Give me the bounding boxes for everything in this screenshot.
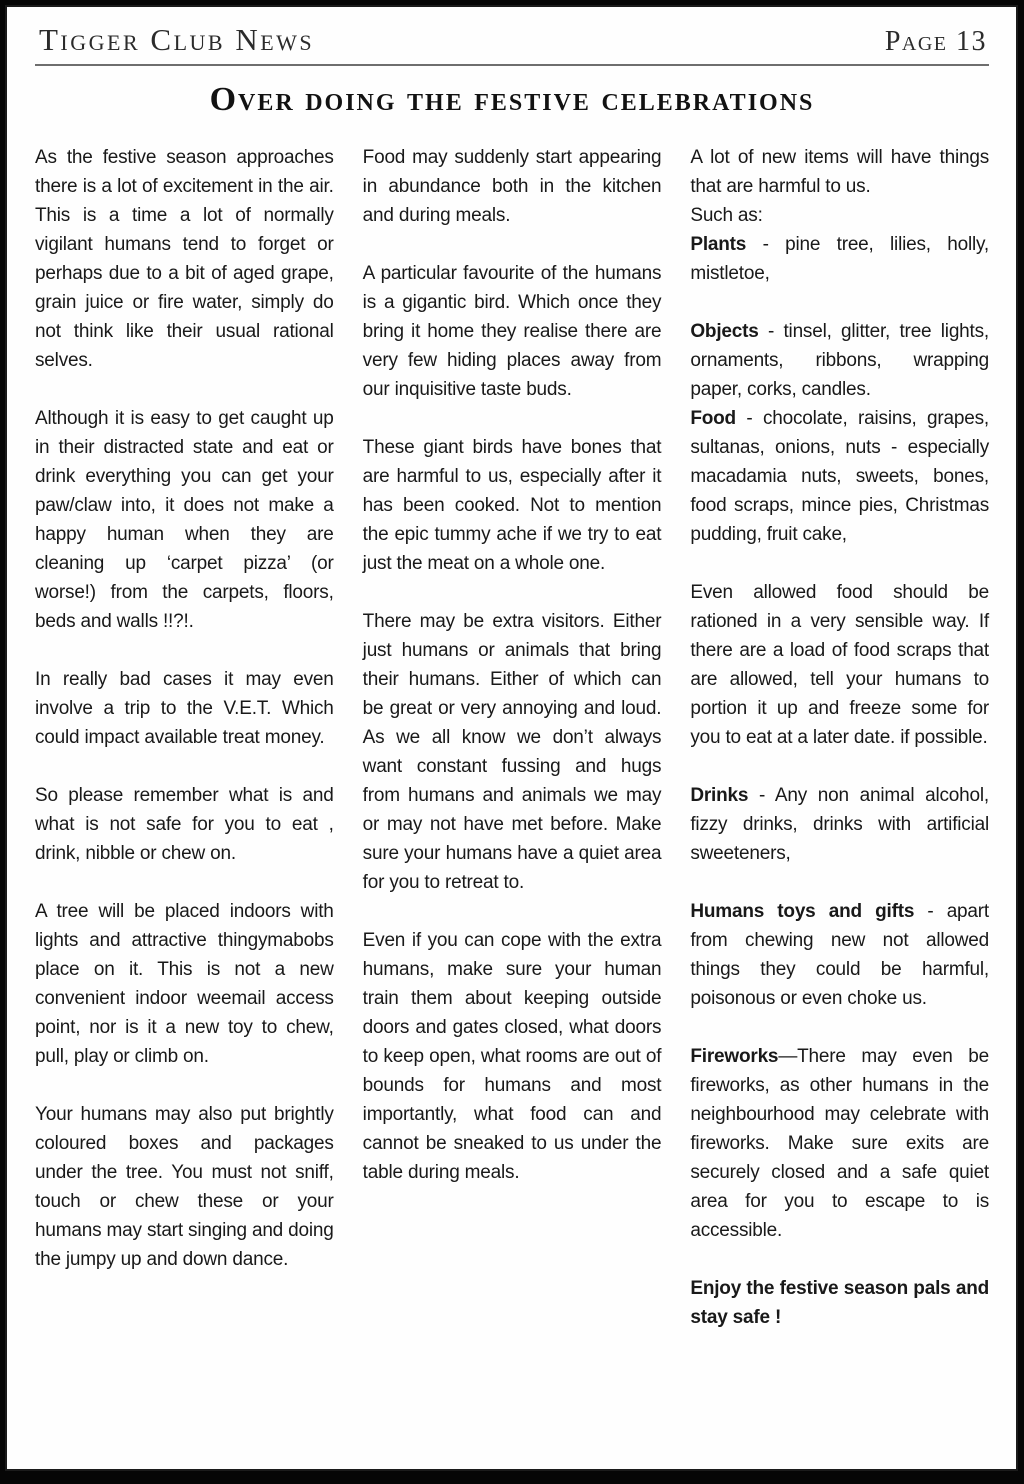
text-column	[363, 143, 662, 1332]
text-run: A particular favourite of the humans is a gigantic bird. Which once they bring it home they realise there are very few hiding places away from our inquisitive taste buds.	[362, 262, 662, 400]
paragraph	[35, 404, 334, 636]
paragraph	[35, 781, 334, 868]
bold-term: Enjoy the festive season pals and stay safe !	[690, 1277, 990, 1328]
newsletter-page	[5, 5, 1018, 1471]
text-run: - apart from chewing new not allowed things they could be harmful, poisonous or even choke us.	[690, 900, 990, 1009]
paragraph	[35, 665, 334, 752]
text-run: A lot of new items will have things that are harmful to us.	[690, 146, 990, 197]
text-column	[690, 143, 989, 1332]
header-divider	[35, 64, 989, 66]
text-run: - tinsel, glitter, tree lights, ornaments, ribbons, wrapping paper, corks, candles.	[690, 320, 990, 400]
paragraph	[363, 143, 662, 230]
text-run: - pine tree, lilies, holly, mistletoe,	[690, 233, 990, 284]
text-run: Such as:	[690, 204, 763, 226]
paragraph	[35, 143, 334, 375]
newsletter-title: Tigger Club News	[39, 22, 315, 57]
text-run: Food may suddenly start appearing in abundance both in the kitchen and during meals.	[362, 146, 662, 226]
text-run: In really bad cases it may even involve a trip to the V.E.T. Which could impact available treat money.	[35, 668, 334, 748]
text-run: There may be extra visitors. Either just humans or animals that bring their humans. Either of which can be great or very annoying and loud. As we all know we don’t always want constant fussing and hugs from humans and animals we may or may not have met before. Make sure your humans have a quiet area for you to retreat to.	[362, 610, 662, 893]
article-title: Over doing the festive celebrations	[209, 80, 815, 118]
text-run: - chocolate, raisins, grapes, sultanas, onions, nuts - especially macadamia nuts, sweets, bones, food scraps, mince pies, Christmas pudding, fruit cake,	[690, 407, 990, 545]
paragraph	[690, 143, 989, 288]
paragraph	[35, 897, 334, 1071]
text-run: Although it is easy to get caught up in their distracted state and eat or drink everything you can get your paw/claw into, it does not make a happy human when they are cleaning up ‘carpet pizza’ (or worse!) from the carpets, floors, beds and walls !!?!.	[35, 407, 334, 632]
bold-term: Plants	[690, 233, 747, 255]
paragraph	[363, 607, 662, 897]
page-header	[35, 17, 989, 58]
bold-term: Objects	[690, 320, 759, 342]
paragraph	[35, 1100, 334, 1274]
paragraph	[690, 781, 989, 868]
paragraph	[363, 926, 662, 1187]
bold-term: Food	[690, 407, 736, 429]
paragraph	[690, 1274, 989, 1332]
paragraph	[363, 433, 662, 578]
text-run: Your humans may also put brightly coloured boxes and packages under the tree. You must not sniff, touch or chew these or your humans may start singing and doing the jumpy up and down dance.	[35, 1103, 334, 1270]
text-run: —There may even be fireworks, as other humans in the neighbourhood may celebrate with fireworks. Make sure exits are securely closed and a safe quiet area for you to escape to is accessible.	[690, 1045, 990, 1241]
paragraph	[690, 317, 989, 549]
text-run: As the festive season approaches there is a lot of excitement in the air. This is a time a lot of normally vigilant humans tend to forget or perhaps due to a bit of aged grape, grain juice or fire water, simply do not think like their usual rational selves.	[35, 146, 334, 371]
paragraph	[690, 897, 989, 1013]
paragraph	[690, 578, 989, 752]
text-run: Even allowed food should be rationed in a very sensible way. If there are a load of food scraps that are allowed, tell your humans to portion it up and freeze some for you to eat at a later date. if possible.	[690, 581, 990, 748]
paragraph	[363, 259, 662, 404]
text-run: A tree will be placed indoors with lights and attractive thingymabobs place on it. This is not a new convenient indoor weemail access point, nor is it a new toy to chew, pull, play or climb on.	[35, 900, 334, 1067]
bold-term: Fireworks	[690, 1045, 779, 1067]
text-run: So please remember what is and what is not safe for you to eat , drink, nibble or chew on.	[35, 784, 334, 864]
bold-term: Humans toys and gifts	[690, 900, 915, 922]
bold-term: Drinks	[690, 784, 749, 806]
paragraph	[690, 1042, 989, 1245]
text-run: - Any non animal alcohol, fizzy drinks, drinks with artificial sweeteners,	[690, 784, 990, 864]
page-number: Page 13	[884, 26, 987, 57]
text-run: Even if you can cope with the extra humans, make sure your human train them about keeping outside doors and gates closed, what doors to keep open, what rooms are out of bounds for humans and most importantly, what food can and cannot be sneaked to us under the table during meals.	[362, 929, 662, 1183]
text-run: These giant birds have bones that are harmful to us, especially after it has been cooked. Not to mention the epic tummy ache if we try to eat just the meat on a whole one.	[362, 436, 662, 574]
text-column	[35, 143, 334, 1332]
article-columns	[35, 143, 989, 1332]
